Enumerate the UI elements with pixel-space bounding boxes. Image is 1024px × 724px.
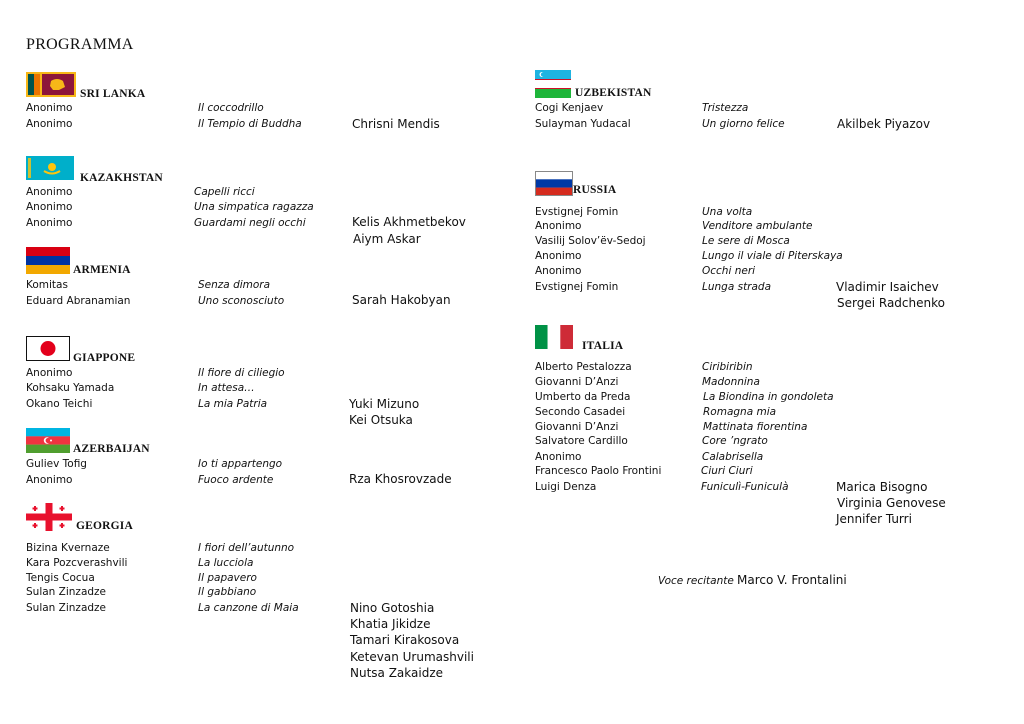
piece-title: La mia Patria [198, 398, 268, 410]
composer: Sulan Zinzadze [26, 586, 107, 598]
piece-title: Ciribiribin [702, 361, 753, 373]
narrator-label: Voce recitante [658, 575, 734, 587]
uzbekistan-flag [535, 70, 571, 98]
piece-title: Il coccodrillo [198, 102, 264, 114]
piece-title: Madonnina [702, 376, 760, 388]
performer: Kei Otsuka [349, 413, 413, 427]
composer: Anonimo [26, 102, 73, 114]
piece-title: Il papavero [198, 572, 257, 584]
composer: Francesco Paolo Frontini [535, 465, 662, 477]
composer: Guliev Tofig [26, 458, 87, 470]
piece-title: Le sere di Mosca [702, 235, 790, 247]
piece-title: Senza dimora [198, 279, 271, 291]
composer: Cogi Kenjaev [535, 102, 604, 114]
piece-title: Romagna mia [703, 406, 777, 418]
composer: Sulan Zinzadze [26, 602, 107, 614]
performer: Jennifer Turri [836, 512, 912, 526]
composer: Sulayman Yudacal [535, 118, 631, 130]
section-title-uzbekistan: UZBEKISTAN [575, 87, 652, 99]
composer: Anonimo [535, 250, 582, 262]
performer: Aiym Askar [353, 232, 421, 246]
composer: Anonimo [26, 217, 73, 229]
composer: Anonimo [535, 451, 582, 463]
performer: Akilbek Piyazov [837, 117, 931, 131]
narrator-name: Marco V. Frontalini [737, 573, 847, 587]
section-title-georgia: GEORGIA [76, 520, 133, 532]
composer: Evstignej Fomin [535, 281, 619, 293]
performer: Khatia Jikidze [350, 617, 431, 631]
composer: Alberto Pestalozza [535, 361, 632, 373]
composer: Eduard Abranamian [26, 295, 131, 307]
performer: Tamari Kirakosova [350, 633, 460, 647]
performer: Nino Gotoshia [350, 601, 435, 615]
composer: Secondo Casadei [535, 406, 626, 418]
composer: Salvatore Cardillo [535, 435, 628, 447]
japan-flag [26, 336, 70, 361]
performer: Kelis Akhmetbekov [352, 215, 466, 229]
piece-title: Occhi neri [702, 265, 756, 277]
composer: Vasilij Solov’ëv-Sedoj [535, 235, 646, 247]
composer: Evstignej Fomin [535, 206, 619, 218]
piece-title: Lunga strada [702, 281, 772, 293]
sri-lanka-flag [26, 72, 76, 97]
performer: Ketevan Urumashvili [350, 650, 474, 664]
performer: Sergei Radchenko [837, 296, 945, 310]
composer: Anonimo [535, 265, 582, 277]
composer: Anonimo [26, 474, 73, 486]
piece-title: Mattinata fiorentina [703, 421, 808, 433]
section-title-srilanka: SRI LANKA [80, 88, 146, 100]
piece-title: Il fiore di ciliegio [198, 367, 285, 379]
piece-title: Io ti appartengo [198, 458, 283, 470]
piece-title: Il gabbiano [198, 586, 257, 598]
azerbaijan-flag [26, 428, 70, 453]
performer: Chrisni Mendis [352, 117, 440, 131]
piece-title: Ciuri Ciuri [701, 465, 753, 477]
composer: Kara Pozcverashvili [26, 557, 128, 569]
piece-title: Core ’ngrato [702, 435, 768, 447]
section-title-italia: ITALIA [582, 340, 624, 352]
piece-title: Tristezza [702, 102, 749, 114]
performer: Sarah Hakobyan [352, 293, 451, 307]
composer: Tengis Cocua [26, 572, 95, 584]
section-title-armenia: ARMENIA [73, 264, 131, 276]
composer: Anonimo [535, 220, 582, 232]
composer: Giovanni D’Anzi [535, 421, 619, 433]
performer: Marica Bisogno [836, 480, 928, 494]
piece-title: I fiori dell’autunno [198, 542, 295, 554]
piece-title: Calabrisella [702, 451, 764, 463]
performer: Vladimir Isaichev [836, 280, 939, 294]
composer: Okano Teichi [26, 398, 93, 410]
performer: Rza Khosrovzade [349, 472, 452, 486]
composer: Kohsaku Yamada [26, 382, 115, 394]
piece-title: La canzone di Maia [198, 602, 299, 614]
performer: Yuki Mizuno [349, 397, 420, 411]
piece-title: Una volta [702, 206, 753, 218]
georgia-flag [26, 503, 72, 531]
composer: Luigi Denza [535, 481, 597, 493]
piece-title: Uno sconosciuto [198, 295, 285, 307]
russia-flag [535, 171, 573, 196]
section-title-giappone: GIAPPONE [73, 352, 136, 364]
composer: Anonimo [26, 118, 73, 130]
page-title: PROGRAMMA [26, 36, 134, 53]
section-title-azerbaijan: AZERBAIJAN [73, 443, 150, 455]
armenia-flag [26, 247, 70, 274]
section-title-russia: RUSSIA [573, 184, 617, 196]
composer: Anonimo [26, 367, 73, 379]
piece-title: Una simpatica ragazza [194, 201, 314, 213]
performer: Virginia Genovese [837, 496, 946, 510]
piece-title: La lucciola [198, 557, 254, 569]
composer: Giovanni D’Anzi [535, 376, 619, 388]
section-title-kazakhstan: KAZAKHSTAN [80, 172, 163, 184]
piece-title: Venditore ambulante [702, 220, 813, 232]
kazakhstan-flag [26, 156, 74, 180]
piece-title: Funiculì-Funiculà [701, 481, 789, 493]
composer: Bizina Kvernaze [26, 542, 110, 554]
composer: Anonimo [26, 201, 73, 213]
piece-title: La Biondina in gondoleta [703, 391, 834, 403]
composer: Umberto da Preda [535, 391, 631, 403]
piece-title: Guardami negli occhi [194, 217, 306, 229]
italy-flag [535, 325, 573, 349]
piece-title: In attesa… [198, 382, 255, 394]
performer: Nutsa Zakaidze [350, 666, 444, 680]
piece-title: Capelli ricci [194, 186, 255, 198]
piece-title: Lungo il viale di Piterskaya [702, 250, 843, 262]
composer: Anonimo [26, 186, 73, 198]
piece-title: Il Tempio di Buddha [198, 118, 302, 130]
piece-title: Un giorno felice [702, 118, 785, 130]
composer: Komitas [26, 279, 68, 291]
piece-title: Fuoco ardente [198, 474, 274, 486]
